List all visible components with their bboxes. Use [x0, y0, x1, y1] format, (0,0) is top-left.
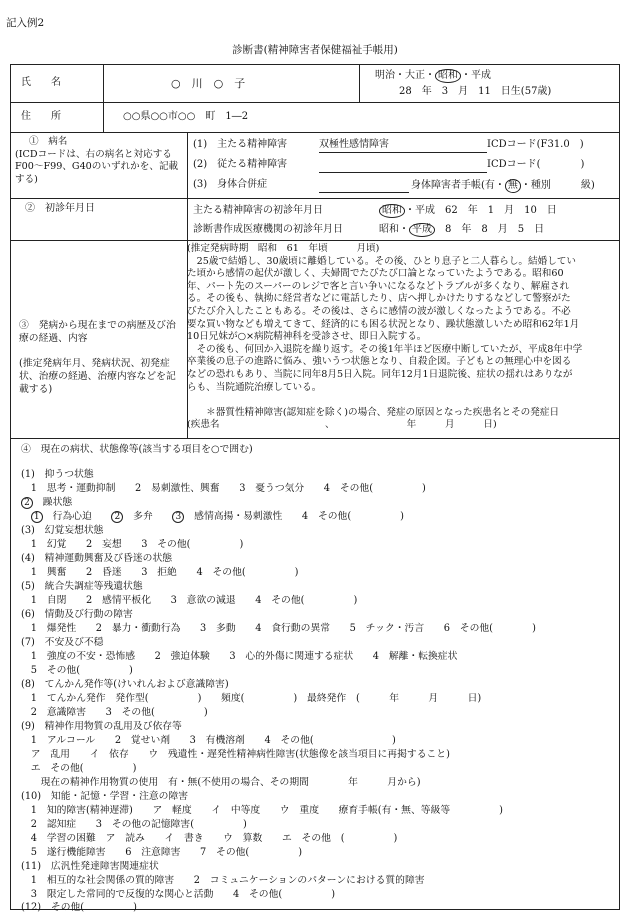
main-icd-code: ICDコード(F31.0 )	[487, 139, 584, 150]
status-item-circled: 1 行為心迫 2 多弁 3 感情高揚・易刺激性 4 その他( )	[21, 511, 404, 523]
status-item: (4) 精神運動興奮及び昏迷の状態	[21, 553, 173, 564]
current-status-section	[11, 439, 619, 911]
status-item: 2 意識障害 3 その他( )	[21, 707, 208, 718]
status-item: (1) 抑うつ状態	[21, 469, 94, 480]
address-label: 住 所	[21, 111, 61, 122]
main-first-visit-label: 主たる精神障害の初診年月日	[193, 205, 323, 216]
status-item: 現在の精神作用物質の使用 有・無(不使用の場合、その期間 年 月から)	[21, 777, 421, 788]
status-item: (3) 幻覚妄想状態	[21, 525, 104, 536]
history-label: ③ 発病から現在までの病歴及び治療の経過、内容 (推定発病年月、発病状況、初発症状、治療の経過、治療内容などを記載する)	[19, 320, 176, 395]
status-item: (10) 知能・記憶・学習・注意の障害	[21, 791, 189, 802]
example-label: 記入例2	[6, 17, 45, 29]
document-title: 診断書(精神障害者保健福祉手帳用)	[232, 44, 398, 56]
status-item: 1 てんかん発作 発作型( ) 頻度( ) 最終発作 ( 年 月 日)	[21, 693, 482, 704]
address-value: ○○県○○市○○ 町 1―2	[123, 111, 249, 122]
inst-first-visit-label: 診断書作成医療機関の初診年月日	[193, 224, 343, 235]
name-value: ○ 川 ○ 子	[171, 77, 246, 90]
status-item: (12) その他( )	[21, 902, 137, 913]
status-item: 5 その他( )	[21, 665, 133, 676]
era-circled: 昭和	[435, 69, 461, 83]
status-item: (9) 精神作用物質の乱用及び依存等	[21, 721, 182, 732]
status-item: 1 自閉 2 感情平板化 3 意欲の減退 4 その他( )	[21, 595, 358, 606]
sub-icd-code: ICDコード( )	[487, 159, 585, 170]
status-item: 2 認知症 3 その他の記憶障害( )	[21, 819, 247, 830]
status-item: (11) 広汎性発達障害関連症状	[21, 861, 159, 872]
physical-label: (3) 身体合併症	[193, 179, 268, 190]
status-item: 5 遂行機能障害 6 注意障害 7 その他( )	[21, 847, 303, 858]
diagnosis-label: ① 病名 (ICDコードは、右の病名と対応するF00〜F99、G40のいずれかを、記載する)	[15, 136, 185, 201]
status-item: エ その他( )	[21, 763, 137, 774]
inst-first-visit-date: 昭和・ 平成 8 年 8 月 5 日	[379, 224, 545, 235]
status-item: (5) 統合失調症等残遺状態	[21, 581, 143, 592]
status-item: ア 乱用 イ 依存 ウ 残遺性・遅発性精神病性障害(状態像を該当項目に再掲すること)	[21, 749, 450, 760]
disability-handbook: 身体障害者手帳(有・ 無 ・種別 級)	[411, 180, 595, 191]
history-text: (推定発病時期 昭和 61 年頃 月頃) 25歳で結婚し、30歳頃に離婚している。その後、ひとり息子と二人暮らし。結婚してい た頃から感情の起伏が激しく、夫婦間でたびたび口論となっていたようである。昭和60 年、パート先のスーパーのレジで客と言い争いになるなどトラブルが多くなり、解雇され る。その後も、執拗に経営者などに電話したり、店へ押しかけたりするなどして警察がた びたび介入したこともある。その後は、さらに感情の波が激しくなったようである。不必 要な買い物なども増えてきて、経済的にも困る状況となり、躁状態激しいため昭和62年1月 10日兄妹が○×病院精神科を受診させ、即日入院する。 その後も、何回か入退院を繰り返す。その後1年半ほど医療中断していたが、平成8年中学 卒業後の息子の進路に悩み、強いうつ状態となり、自殺企図。子どもとの無理心中を図る などの恐れもあり、当院に同年8月5日入院。同年12月1日退院後、症状の揺れはありなが らも、当院通院治療している。 ＊器質性精神障害(認知症を除く)の場合、発症の原因となった疾患名とその発症日 (疾患名 、 年 月 日)	[187, 243, 583, 431]
current-title: ④ 現在の病状、状態像等(該当する項目を○で囲む)	[21, 444, 253, 455]
status-item: 1 アルコール 2 覚せい剤 3 有機溶剤 4 その他( )	[21, 735, 396, 746]
status-item: 1 爆発性 2 暴力・衝動行為 3 多動 4 食行動の異常 5 チック・汚言 6 その他( )	[21, 623, 536, 634]
history-row	[11, 241, 619, 439]
status-item: (7) 不安及び不穏	[21, 637, 104, 648]
status-item: (8) てんかん発作等(けいれんおよび意識障害)	[21, 679, 229, 690]
status-item: (6) 情動及び行動の障害	[21, 609, 133, 620]
sub-disorder-label: (2) 従たる精神障害	[193, 159, 288, 170]
name-label: 氏 名	[21, 77, 61, 88]
status-item: 4 学習の困難 ア 読み イ 書き ウ 算数 エ その他 ( )	[21, 833, 398, 844]
diagnosis-form	[10, 64, 620, 913]
status-item: 1 相互的な社会関係の質的障害 2 コミュニケーションのパターンにおける質的障害	[21, 875, 425, 886]
diagnosis-row	[11, 133, 619, 199]
main-disorder-value: 双極性感情障害	[319, 139, 487, 153]
main-disorder-label: (1) 主たる精神障害	[193, 139, 288, 150]
status-item: 1 知的障害(精神遅滞) ア 軽度 イ 中等度 ウ 重度 療育手帳(有・無、等級等 )	[21, 805, 503, 816]
name-row	[11, 65, 619, 103]
physical-value	[319, 179, 409, 193]
status-item: 1 幻覚 2 妄想 3 その他( )	[21, 539, 244, 550]
first-visit-row	[11, 199, 619, 241]
sub-disorder-value	[319, 159, 487, 173]
status-item: 1 思考・運動抑制 2 易刺激性、興奮 3 憂うつ気分 4 その他( )	[21, 483, 426, 494]
status-item: 1 興奮 2 昏迷 3 拒絶 4 その他( )	[21, 567, 299, 578]
main-first-visit-date: 昭和 ・平成 62 年 1 月 10 日	[379, 204, 557, 218]
birth-date: 28 年 3 月 11 日生(57歳)	[399, 86, 552, 97]
status-item-circled: 2 躁状態	[21, 497, 72, 509]
birth-era: 明治・大正・ 昭和 ・平成	[375, 70, 491, 81]
first-visit-label: ② 初診年月日	[25, 203, 95, 214]
diagnosis-note: (ICDコードは、右の病名と対応するF00〜F99、G40のいずれかを、記載する)	[15, 148, 179, 185]
status-item: 1 強度の不安・恐怖感 2 強迫体験 3 心的外傷に関連する症状 4 解離・転換症状	[21, 651, 458, 662]
address-row	[11, 103, 619, 133]
status-item: 3 限定した常同的で反復的な関心と活動 4 その他( )	[21, 889, 336, 900]
